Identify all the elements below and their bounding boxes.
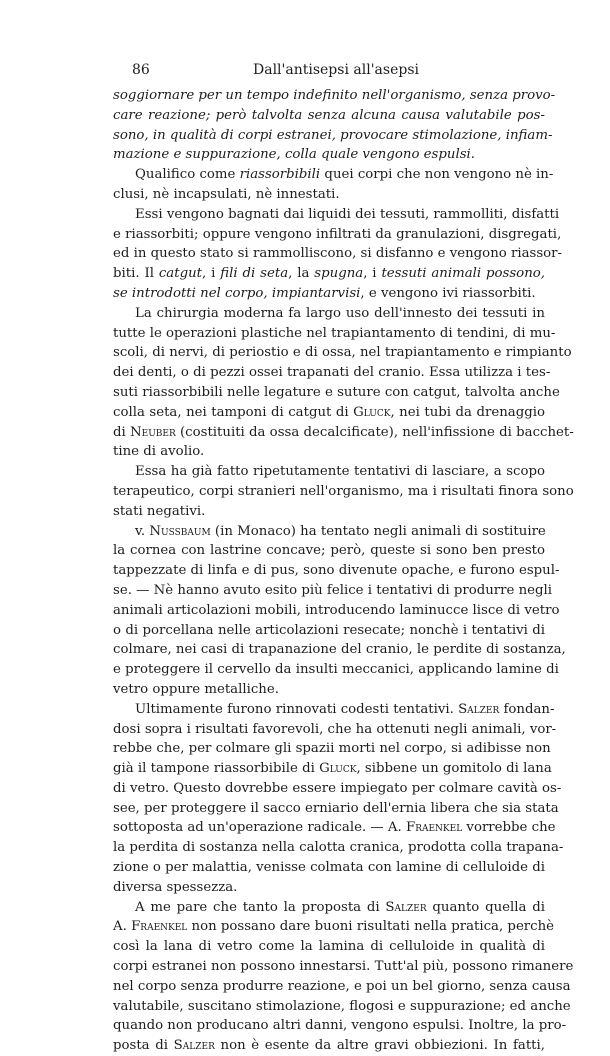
line-text: quei corpi che non vengono nè in-	[320, 167, 554, 183]
text-line	[113, 640, 566, 660]
text-line	[113, 561, 560, 581]
author-name: Salzer	[385, 899, 427, 915]
text-line	[113, 304, 545, 324]
line-text: , la	[288, 266, 315, 282]
italic-text: se introdotti nel corpo, impiantarvisi	[113, 285, 361, 301]
text-line	[113, 739, 551, 759]
text-line	[113, 522, 545, 542]
text-line	[113, 977, 571, 997]
line-text: suti riassorbibili nelle legature e suture con catgut, talvolta anche	[113, 384, 560, 400]
line-text: , i	[363, 266, 382, 282]
italic-text: care reazione; però talvolta senza alcuna causa valutabile pos-	[113, 107, 545, 123]
page-header	[132, 60, 540, 80]
line-text: Ultimamente furono rinnovati codesti tentativi.	[135, 701, 459, 717]
line-text: (costituiti da ossa decalcificate), nell'infissione di bacchet-	[175, 424, 574, 440]
line-text: quanto quella di	[426, 899, 545, 915]
author-name: Gluck	[319, 761, 357, 777]
line-text: già il tampone riassorbibile di	[113, 761, 320, 777]
text-line	[113, 937, 545, 957]
line-text: , i	[202, 266, 221, 282]
line-text: non è esente da altre gravi obbiezioni. In fatti,	[214, 1038, 545, 1054]
line-text: dei denti, o di pezzi ossei trapanati del cranio. Essa utilizza i tes-	[113, 365, 551, 381]
line-text: colmare, nei casi di trapanazione del cranio, le perdite di sostanza,	[113, 642, 566, 658]
text-line	[113, 343, 572, 363]
line-text: se. — Nè hanno avuto esito più felice i tentativi di produrre negli	[113, 582, 553, 598]
line-text: tappezzate di linfa e di pus, sono divenute opache, e furono espul-	[113, 563, 560, 579]
text-line	[113, 1036, 545, 1056]
page-number: 86	[132, 62, 150, 78]
text-line	[113, 581, 553, 601]
italic-text: sono, in qualità di corpi estranei, provocare stimolazione, infiam-	[113, 127, 553, 143]
line-text: , sibbene un gomitolo di lana	[356, 761, 552, 777]
text-line	[113, 680, 545, 700]
italic-text: riassorbibili	[239, 167, 321, 183]
line-text: diversa spessezza.	[113, 879, 238, 895]
text-line	[113, 502, 545, 522]
line-text: o di porcellana nelle articolazioni resecate; nonchè i tentativi di	[113, 622, 545, 638]
line-text: la cornea con lastrine concave; però, queste si sono ben presto	[113, 543, 545, 559]
line-text: scoli, di nervi, di periostio e di ossa, nel trapiantamento e rimpianto	[113, 345, 572, 361]
body-text	[113, 86, 574, 1056]
line-text: stati negativi.	[113, 503, 206, 519]
line-text: A me pare che tanto la proposta di	[135, 899, 386, 915]
text-line	[113, 759, 552, 779]
text-line	[113, 126, 553, 146]
text-line	[113, 324, 556, 344]
text-line	[113, 818, 556, 838]
text-line	[113, 779, 562, 799]
text-line	[113, 185, 545, 205]
line-text: nel corpo senza produrre reazione, e poi un bel giorno, senza causa	[113, 978, 571, 994]
line-text: biti. Il	[113, 266, 159, 282]
line-text: e proteggere il cervello da insulti meccanici, applicando lamine di	[113, 662, 559, 678]
text-line	[113, 106, 545, 126]
text-line	[113, 264, 545, 284]
text-line	[113, 442, 545, 462]
line-text: A.	[113, 919, 132, 935]
line-text: dosi sopra i risultati favorevoli, che ha ottenuti negli animali, vor-	[113, 721, 557, 737]
italic-text: spugna	[314, 266, 364, 282]
text-line	[113, 482, 574, 502]
author-name: Neuber	[130, 424, 176, 440]
line-text: animali articolazioni mobili, introducendo laminucce lisce di vetro	[113, 602, 560, 618]
line-text: , e vengono ivi riassorbiti.	[360, 285, 536, 301]
line-text: zione o per malattia, venisse colmata con lamine di celluloide di	[113, 860, 546, 876]
line-text: terapeutico, corpi stranieri nell'organismo, ma i risultati finora sono	[113, 483, 574, 499]
text-line	[113, 799, 559, 819]
line-text: tine di avolio.	[113, 444, 205, 460]
line-text: see, per proteggere il sacco erniario dell'ernia libera che sia stata	[113, 800, 559, 816]
italic-text: soggiornare per un tempo indefinito nell'organismo, senza provo-	[113, 88, 556, 103]
line-text: colla seta, nei tamponi di catgut di	[113, 404, 354, 420]
text-line	[113, 997, 571, 1017]
text-line	[113, 284, 545, 304]
running-title: Dall'antisepsi all'asepsi	[253, 62, 419, 78]
line-text: sottoposta ad un'operazione radicale. — A.	[113, 820, 406, 836]
line-text: di vetro. Questo dovrebbe essere impiegato per colmare cavità os-	[113, 780, 562, 796]
author-name: Gluck	[353, 404, 391, 420]
text-line	[113, 462, 545, 482]
line-text: di	[113, 424, 130, 440]
line-text: e riassorbiti; oppure vengono infiltrati da granulazioni, disgregati,	[113, 226, 562, 242]
text-line	[113, 225, 562, 245]
line-text: non possano dare buoni risultati nella pratica, perchè	[187, 919, 555, 935]
text-line	[113, 383, 560, 403]
author-name: Nussbaum	[149, 523, 211, 539]
text-line	[113, 858, 545, 878]
text-line	[113, 541, 545, 561]
text-line	[113, 403, 545, 423]
line-text: Qualifico come	[135, 167, 240, 183]
text-line	[113, 363, 551, 383]
line-text: tutte le operazioni plastiche nel trapiantamento di tendini, di mu-	[113, 325, 556, 341]
line-text: corpi estranei non possono innestarsi. Tutt'al più, possono rimanere	[113, 959, 574, 975]
author-name: Fraenkel	[131, 919, 188, 935]
line-text: così la lana di vetro come la lamina di celluloide in qualità di	[113, 939, 545, 955]
line-text: valutabile, suscitano stimolazione, flogosi e suppurazione; ed anche	[113, 998, 571, 1014]
text-line	[113, 838, 564, 858]
author-name: Salzer	[458, 701, 500, 717]
line-text: la perdita di sostanza nella calotta cranica, prodotta colla trapana-	[113, 840, 564, 856]
italic-text: catgut	[158, 266, 202, 282]
text-line	[113, 145, 545, 165]
line-text: Essi vengono bagnati dai liquidi dei tessuti, rammolliti, disfatti	[135, 206, 560, 222]
line-text: vorrebbe che	[462, 820, 556, 836]
text-line	[113, 878, 545, 898]
line-text: La chirurgia moderna fa largo uso dell'innesto dei tessuti in	[135, 305, 545, 321]
text-line	[113, 423, 574, 443]
text-line	[113, 957, 574, 977]
text-line	[113, 917, 555, 937]
text-line	[113, 165, 554, 185]
author-name: Fraenkel	[405, 820, 463, 836]
line-text: , nei tubi da drenaggio	[390, 404, 545, 420]
text-line	[113, 621, 545, 641]
text-line	[113, 1016, 567, 1036]
text-line	[113, 720, 557, 740]
italic-text: fili di seta	[220, 266, 289, 282]
text-line	[113, 601, 560, 621]
text-line	[113, 898, 545, 918]
italic-text: mazione e suppurazione, colla quale vengono espulsi.	[113, 147, 476, 163]
line-text: fondan-	[499, 701, 555, 717]
text-line	[113, 700, 555, 720]
line-text: (in Monaco) ha tentato negli animali di sostituire	[210, 523, 546, 539]
italic-text: tessuti animali possono,	[381, 266, 545, 282]
text-line	[113, 660, 559, 680]
text-line	[113, 244, 563, 264]
line-text: posta di	[113, 1038, 174, 1054]
line-text: quando non producano altri danni, vengono espulsi. Inoltre, la pro-	[113, 1018, 567, 1034]
author-name: Salzer	[173, 1038, 215, 1054]
text-line	[113, 205, 560, 225]
text-line	[113, 86, 556, 106]
line-text: rebbe che, per colmare gli spazii morti nel corpo, si adibisse non	[113, 741, 551, 757]
line-text: vetro oppure metalliche.	[113, 681, 279, 697]
line-text: clusi, nè incapsulati, nè innestati.	[113, 186, 340, 202]
line-text: v.	[135, 523, 150, 539]
line-text: Essa ha già fatto ripetutamente tentativi di lasciare, a scopo	[135, 464, 545, 480]
line-text: ed in questo stato si rammolliscono, si disfanno e vengono riassor-	[113, 246, 563, 262]
